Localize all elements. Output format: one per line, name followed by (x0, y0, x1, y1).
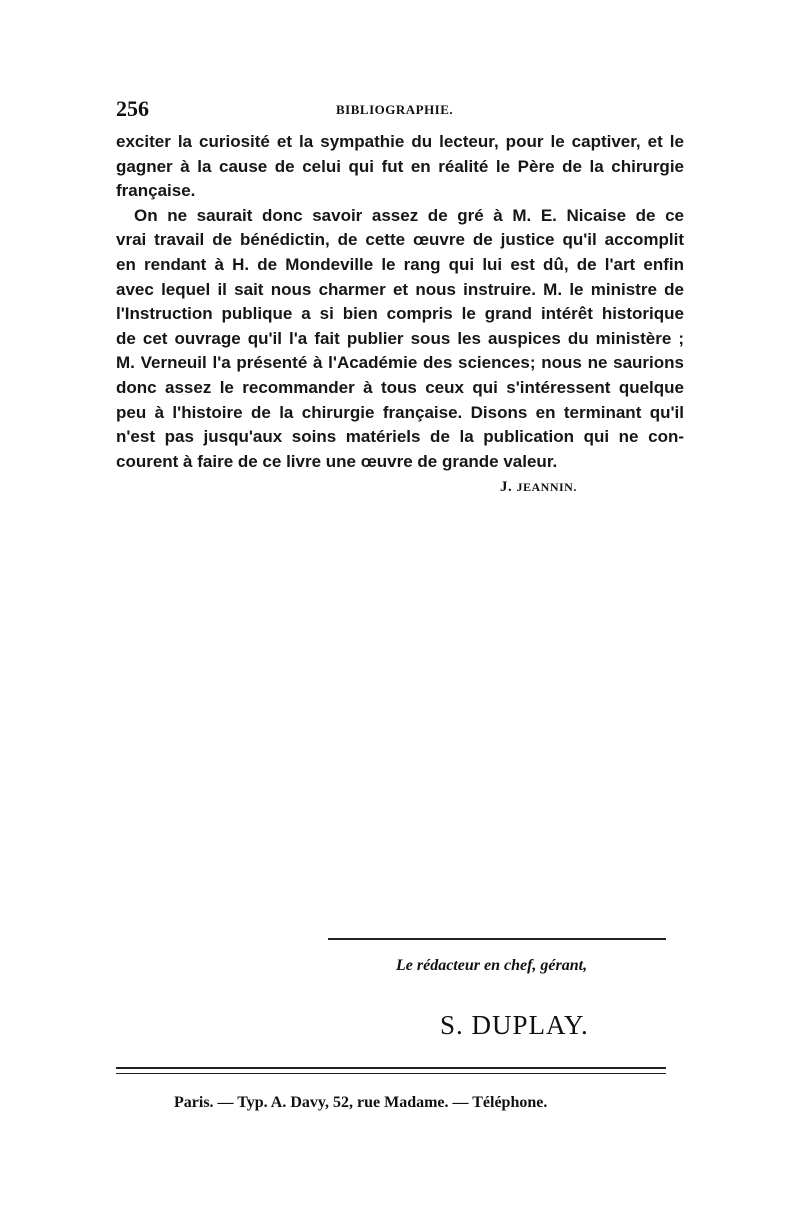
body-line: n'est pas jusqu'aux soins matériels de la publication qui ne con- (116, 427, 684, 447)
printer-imprint: Paris. — Typ. A. Davy, 52, rue Madame. — Téléphone. (174, 1094, 548, 1111)
editor-label: Le rédacteur en chef, gérant, (396, 957, 588, 974)
body-line: en rendant à H. de Mondeville le rang qui lui est dû, de l'art enfin (116, 254, 684, 274)
editor-name: S. DUPLAY. (440, 1010, 589, 1040)
body-line: On ne saurait donc savoir assez de gré à M. E. Nicaise de ce (134, 205, 684, 225)
body-line: l'Instruction publique a si bien compris le grand intérêt historique (116, 304, 684, 324)
body-line: courent à faire de ce livre une œuvre de grande valeur. (116, 451, 558, 471)
body-text (116, 130, 684, 474)
signature-initial: J. (500, 479, 517, 495)
divider-rule (328, 938, 666, 940)
body-line: de cet ouvrage qu'il l'a fait publier sous les auspices du ministère ; (116, 328, 684, 348)
footer-rule-thick (116, 1067, 666, 1069)
body-line: exciter la curiosité et la sympathie du lecteur, pour le captiver, et le (116, 132, 684, 151)
body-line: donc assez le recommander à tous ceux qui s'intéressent quelque (116, 377, 684, 397)
body-line: avec lequel il sait nous charmer et nous instruire. M. le ministre de (116, 279, 684, 299)
author-signature (500, 479, 577, 496)
page-number: 256 (116, 96, 149, 121)
running-head: BIBLIOGRAPHIE. (336, 102, 454, 117)
body-line: vrai travail de bénédictin, de cette œuvre de justice qu'il accomplit (116, 230, 684, 250)
footer-rule-thin (116, 1073, 666, 1074)
page-header (116, 96, 682, 126)
body-line: française. (116, 181, 196, 201)
body-line: gagner à la cause de celui qui fut en réalité le Père de la chirurgie (116, 156, 684, 176)
signature-name: JEANNIN. (516, 480, 577, 494)
body-line: M. Verneuil l'a présenté à l'Académie des sciences; nous ne saurions (116, 353, 684, 373)
body-line: peu à l'histoire de la chirurgie française. Disons en terminant qu'il (116, 402, 684, 422)
